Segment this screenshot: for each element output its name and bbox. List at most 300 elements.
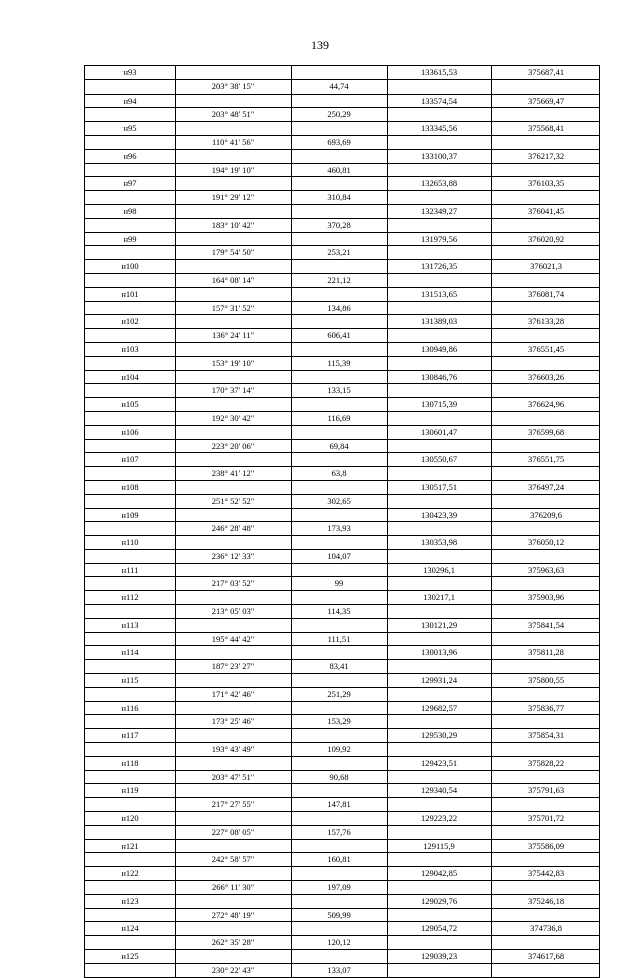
- point-name: н116: [121, 702, 139, 713]
- column-divider: [291, 260, 292, 287]
- coord-x: 129042,85: [420, 868, 458, 879]
- column-divider: [291, 233, 292, 260]
- column-divider: [387, 426, 388, 453]
- segment-row: [85, 660, 599, 674]
- column-divider: [291, 702, 292, 729]
- column-divider: [387, 895, 388, 922]
- coord-y: 375701,72: [527, 813, 565, 824]
- coord-x: 130949,86: [420, 343, 458, 354]
- column-divider: [175, 840, 176, 867]
- column-divider: [491, 950, 492, 977]
- point-row: [85, 536, 599, 550]
- column-divider: [491, 315, 492, 342]
- coord-x: 129682,57: [420, 702, 458, 713]
- direction-angle: 238° 41' 12": [211, 468, 255, 479]
- column-divider: [491, 122, 492, 149]
- point-name: н108: [121, 481, 139, 492]
- point-row: [85, 315, 599, 329]
- point-row: [85, 260, 599, 274]
- column-divider: [175, 426, 176, 453]
- table-row: [85, 66, 599, 94]
- segment-row: [85, 357, 599, 371]
- column-divider: [491, 619, 492, 646]
- column-divider: [175, 260, 176, 287]
- table-row: [85, 425, 599, 453]
- point-row: [85, 398, 599, 412]
- point-row: [85, 840, 599, 854]
- segment-row: [85, 743, 599, 757]
- segment-row: [85, 881, 599, 895]
- table-row: [85, 949, 599, 977]
- point-row: [85, 729, 599, 743]
- coord-x: 132653,88: [420, 178, 458, 189]
- point-name: н102: [121, 316, 139, 327]
- column-divider: [291, 674, 292, 701]
- column-divider: [175, 895, 176, 922]
- point-name: н100: [121, 261, 139, 272]
- segment-length: 153,29: [327, 716, 351, 727]
- direction-angle: 266° 11' 30": [211, 882, 255, 893]
- column-divider: [491, 343, 492, 370]
- coord-y: 375854,31: [527, 730, 565, 741]
- segment-length: 133,07: [327, 964, 351, 975]
- point-name: н125: [121, 951, 139, 961]
- column-divider: [291, 205, 292, 232]
- point-row: [85, 757, 599, 771]
- segment-length: 133,15: [327, 385, 351, 396]
- coord-y: 376020,92: [527, 233, 565, 244]
- table-row: [85, 673, 599, 701]
- coord-y: 375963,63: [527, 564, 565, 575]
- column-divider: [491, 812, 492, 839]
- direction-angle: 179° 54' 50": [211, 247, 255, 258]
- point-row: [85, 177, 599, 191]
- column-divider: [387, 702, 388, 729]
- point-name: н98: [123, 205, 137, 216]
- segment-row: [85, 164, 599, 178]
- column-divider: [291, 343, 292, 370]
- segment-length: 370,28: [327, 219, 351, 230]
- column-divider: [491, 702, 492, 729]
- point-row: [85, 867, 599, 881]
- column-divider: [387, 233, 388, 260]
- segment-length: 109,92: [327, 744, 351, 755]
- segment-length: 44,74: [329, 80, 349, 91]
- coord-y: 376599,68: [527, 426, 565, 437]
- column-divider: [387, 66, 388, 94]
- column-divider: [387, 177, 388, 204]
- column-divider: [291, 922, 292, 949]
- column-divider: [491, 784, 492, 811]
- point-name: н109: [121, 509, 139, 520]
- segment-row: [85, 495, 599, 509]
- column-divider: [291, 398, 292, 425]
- segment-length: 302,65: [327, 495, 351, 506]
- column-divider: [491, 646, 492, 673]
- segment-row: [85, 136, 599, 150]
- column-divider: [175, 564, 176, 591]
- point-row: [85, 371, 599, 385]
- segment-row: [85, 246, 599, 260]
- coord-y: 376551,75: [527, 454, 565, 465]
- column-divider: [491, 509, 492, 536]
- table-row: [85, 121, 599, 149]
- direction-angle: 193° 43' 49": [211, 744, 255, 755]
- point-name: н95: [123, 123, 137, 134]
- column-divider: [291, 757, 292, 784]
- column-divider: [491, 205, 492, 232]
- coord-y: 376603,26: [527, 371, 565, 382]
- coord-x: 129054,72: [420, 923, 458, 934]
- column-divider: [291, 509, 292, 536]
- column-divider: [175, 288, 176, 315]
- segment-length: 310,84: [327, 192, 351, 203]
- table-row: [85, 590, 599, 618]
- column-divider: [291, 867, 292, 894]
- point-row: [85, 895, 599, 909]
- point-name: н110: [121, 537, 139, 548]
- table-row: [85, 783, 599, 811]
- direction-angle: 223° 20' 06": [211, 440, 255, 451]
- column-divider: [175, 674, 176, 701]
- direction-angle: 227° 08' 05": [211, 826, 255, 837]
- point-name: н117: [121, 730, 139, 741]
- coord-y: 375246,18: [527, 895, 565, 906]
- point-row: [85, 233, 599, 247]
- column-divider: [491, 233, 492, 260]
- coord-x: 133574,54: [420, 95, 458, 106]
- segment-length: 111,51: [327, 633, 351, 644]
- segment-row: [85, 936, 599, 950]
- table-row: [85, 287, 599, 315]
- coord-x: 129029,76: [420, 895, 458, 906]
- column-divider: [291, 177, 292, 204]
- table-row: [85, 756, 599, 784]
- column-divider: [491, 564, 492, 591]
- segment-row: [85, 605, 599, 619]
- table-row: [85, 149, 599, 177]
- coord-x: 130715,39: [420, 399, 458, 410]
- point-name: н103: [121, 343, 139, 354]
- column-divider: [387, 260, 388, 287]
- point-row: [85, 922, 599, 936]
- point-name: н118: [121, 757, 139, 768]
- point-row: [85, 674, 599, 688]
- column-divider: [387, 784, 388, 811]
- column-divider: [175, 122, 176, 149]
- column-divider: [291, 536, 292, 563]
- table-row: [85, 921, 599, 949]
- column-divider: [175, 398, 176, 425]
- column-divider: [491, 177, 492, 204]
- table-row: [85, 176, 599, 204]
- column-divider: [175, 536, 176, 563]
- point-row: [85, 509, 599, 523]
- segment-row: [85, 108, 599, 122]
- table-row: [85, 452, 599, 480]
- coord-x: 129931,24: [420, 675, 458, 686]
- point-name: н111: [121, 564, 139, 575]
- point-row: [85, 122, 599, 136]
- table-row: [85, 618, 599, 646]
- column-divider: [175, 343, 176, 370]
- table-row: [85, 728, 599, 756]
- segment-row: [85, 577, 599, 591]
- segment-row: [85, 633, 599, 647]
- point-name: н106: [121, 426, 139, 437]
- coord-y: 374736,8: [530, 923, 562, 934]
- point-name: н104: [121, 371, 139, 382]
- point-name: н124: [121, 923, 139, 934]
- point-row: [85, 150, 599, 164]
- table-row: [85, 480, 599, 508]
- segment-row: [85, 771, 599, 785]
- coord-x: 131513,65: [420, 288, 458, 299]
- point-name: н94: [123, 95, 137, 106]
- direction-angle: 136° 24' 11": [211, 330, 255, 341]
- direction-angle: 236° 12' 33": [211, 550, 255, 561]
- column-divider: [491, 536, 492, 563]
- column-divider: [491, 922, 492, 949]
- point-row: [85, 646, 599, 660]
- point-name: н119: [121, 785, 139, 796]
- point-row: [85, 564, 599, 578]
- column-divider: [387, 591, 388, 618]
- direction-angle: 157° 31' 52": [211, 302, 255, 313]
- coord-y: 375811,28: [528, 647, 564, 658]
- table-row: [85, 370, 599, 398]
- point-name: н123: [121, 895, 139, 906]
- direction-angle: 191° 29' 12": [211, 192, 255, 203]
- coord-y: 376050,12: [527, 537, 565, 548]
- segment-row: [85, 909, 599, 923]
- column-divider: [491, 453, 492, 480]
- column-divider: [291, 453, 292, 480]
- direction-angle: 203° 47' 51": [211, 771, 255, 782]
- column-divider: [175, 481, 176, 508]
- table-row: [85, 204, 599, 232]
- segment-row: [85, 522, 599, 536]
- column-divider: [175, 591, 176, 618]
- direction-angle: 187° 23' 27": [211, 661, 255, 672]
- column-divider: [387, 867, 388, 894]
- segment-length: 134,86: [327, 302, 351, 313]
- column-divider: [291, 564, 292, 591]
- point-name: н122: [121, 868, 139, 879]
- table-row: [85, 894, 599, 922]
- segment-row: [85, 853, 599, 867]
- point-name: н113: [121, 619, 139, 630]
- coord-x: 130217,1: [423, 592, 455, 603]
- column-divider: [387, 343, 388, 370]
- direction-angle: 194° 19' 10": [211, 164, 255, 175]
- segment-length: 116,69: [327, 412, 351, 423]
- table-row: [85, 342, 599, 370]
- direction-angle: 246° 28' 48": [211, 523, 255, 534]
- column-divider: [387, 398, 388, 425]
- table-row: [85, 701, 599, 729]
- column-divider: [291, 895, 292, 922]
- coord-x: 129423,51: [420, 757, 458, 768]
- column-divider: [387, 536, 388, 563]
- column-divider: [491, 150, 492, 177]
- segment-length: 197,09: [327, 882, 351, 893]
- direction-angle: 230° 22' 43": [211, 964, 255, 975]
- column-divider: [175, 205, 176, 232]
- column-divider: [291, 371, 292, 398]
- point-row: [85, 591, 599, 605]
- coord-x: 131726,35: [420, 261, 458, 272]
- column-divider: [175, 66, 176, 94]
- coord-y: 375669,47: [527, 95, 565, 106]
- segment-length: 69,84: [329, 440, 349, 451]
- direction-angle: 213° 05' 03": [211, 606, 255, 617]
- coord-y: 376133,28: [527, 316, 565, 327]
- point-name: н107: [121, 454, 139, 465]
- segment-length: 693,69: [327, 136, 351, 147]
- column-divider: [291, 66, 292, 94]
- point-name: н96: [123, 150, 137, 161]
- column-divider: [175, 867, 176, 894]
- column-divider: [291, 481, 292, 508]
- column-divider: [387, 481, 388, 508]
- column-divider: [175, 177, 176, 204]
- point-row: [85, 950, 599, 964]
- segment-length: 253,21: [327, 247, 351, 258]
- coordinates-table: [84, 65, 600, 978]
- segment-row: [85, 384, 599, 398]
- column-divider: [175, 646, 176, 673]
- column-divider: [175, 922, 176, 949]
- column-divider: [175, 453, 176, 480]
- point-row: [85, 784, 599, 798]
- column-divider: [387, 619, 388, 646]
- segment-row: [85, 302, 599, 316]
- point-name: н112: [121, 592, 139, 603]
- table-row: [85, 645, 599, 673]
- coord-y: 376021,3: [530, 261, 562, 272]
- coord-x: 130846,76: [420, 371, 458, 382]
- segment-length: 120,12: [327, 937, 351, 948]
- point-name: н93: [123, 67, 137, 77]
- table-row: [85, 811, 599, 839]
- column-divider: [491, 95, 492, 122]
- column-divider: [491, 66, 492, 94]
- column-divider: [491, 591, 492, 618]
- coord-x: 132349,27: [420, 205, 458, 216]
- coord-y: 376497,24: [527, 481, 565, 492]
- coord-y: 376209,6: [530, 509, 562, 520]
- point-row: [85, 426, 599, 440]
- table-row: [85, 866, 599, 894]
- direction-angle: 173° 25' 46": [211, 716, 255, 727]
- segment-length: 104,07: [327, 550, 351, 561]
- table-row: [85, 535, 599, 563]
- point-row: [85, 343, 599, 357]
- direction-angle: 153° 19' 10": [211, 357, 255, 368]
- coord-x: 130550,67: [420, 454, 458, 465]
- coord-x: 130601,47: [420, 426, 458, 437]
- coord-y: 375828,22: [527, 757, 565, 768]
- column-divider: [387, 453, 388, 480]
- segment-row: [85, 715, 599, 729]
- table-row: [85, 259, 599, 287]
- column-divider: [387, 509, 388, 536]
- coord-x: 129340,54: [420, 785, 458, 796]
- coord-y: 375800,55: [527, 675, 565, 686]
- coord-x: 129223,22: [420, 813, 458, 824]
- column-divider: [291, 729, 292, 756]
- column-divider: [291, 315, 292, 342]
- segment-row: [85, 550, 599, 564]
- direction-angle: 203° 48' 51": [211, 109, 255, 120]
- coord-y: 375586,09: [527, 840, 565, 851]
- direction-angle: 272° 48' 19": [211, 909, 255, 920]
- direction-angle: 251° 52' 52": [211, 495, 255, 506]
- column-divider: [175, 729, 176, 756]
- coord-x: 131389,03: [420, 316, 458, 327]
- column-divider: [491, 867, 492, 894]
- direction-angle: 217° 03' 52": [211, 578, 255, 589]
- column-divider: [175, 315, 176, 342]
- coord-y: 375568,41: [527, 123, 565, 134]
- segment-length: 90,68: [329, 771, 349, 782]
- segment-row: [85, 440, 599, 454]
- page-number: 139: [311, 38, 329, 52]
- column-divider: [491, 674, 492, 701]
- segment-row: [85, 467, 599, 481]
- segment-row: [85, 688, 599, 702]
- coord-x: 130121,29: [420, 619, 458, 630]
- segment-row: [85, 329, 599, 343]
- direction-angle: 110° 41' 56": [211, 136, 255, 147]
- column-divider: [387, 371, 388, 398]
- segment-row: [85, 274, 599, 288]
- column-divider: [175, 757, 176, 784]
- point-name: н120: [121, 813, 139, 824]
- table-row: [85, 397, 599, 425]
- table-row: [85, 563, 599, 591]
- column-divider: [291, 619, 292, 646]
- coord-x: 129039,23: [420, 951, 458, 961]
- column-divider: [291, 150, 292, 177]
- column-divider: [387, 315, 388, 342]
- point-name: н97: [123, 178, 137, 189]
- column-divider: [387, 205, 388, 232]
- coord-x: 129115,9: [423, 840, 455, 851]
- segment-row: [85, 964, 599, 978]
- column-divider: [291, 426, 292, 453]
- segment-length: 460,81: [327, 164, 351, 175]
- coord-x: 129530,29: [420, 730, 458, 741]
- coord-x: 130013,96: [420, 647, 458, 658]
- column-divider: [291, 591, 292, 618]
- coord-y: 375687,41: [527, 67, 565, 77]
- column-divider: [387, 288, 388, 315]
- segment-row: [85, 191, 599, 205]
- point-row: [85, 453, 599, 467]
- coord-x: 130423,39: [420, 509, 458, 520]
- table-row: [85, 314, 599, 342]
- column-divider: [491, 260, 492, 287]
- column-divider: [291, 840, 292, 867]
- coord-y: 376217,32: [527, 150, 565, 161]
- direction-angle: 164° 08' 14": [211, 274, 255, 285]
- column-divider: [491, 371, 492, 398]
- column-divider: [387, 674, 388, 701]
- column-divider: [175, 95, 176, 122]
- segment-length: 63,8: [331, 468, 347, 479]
